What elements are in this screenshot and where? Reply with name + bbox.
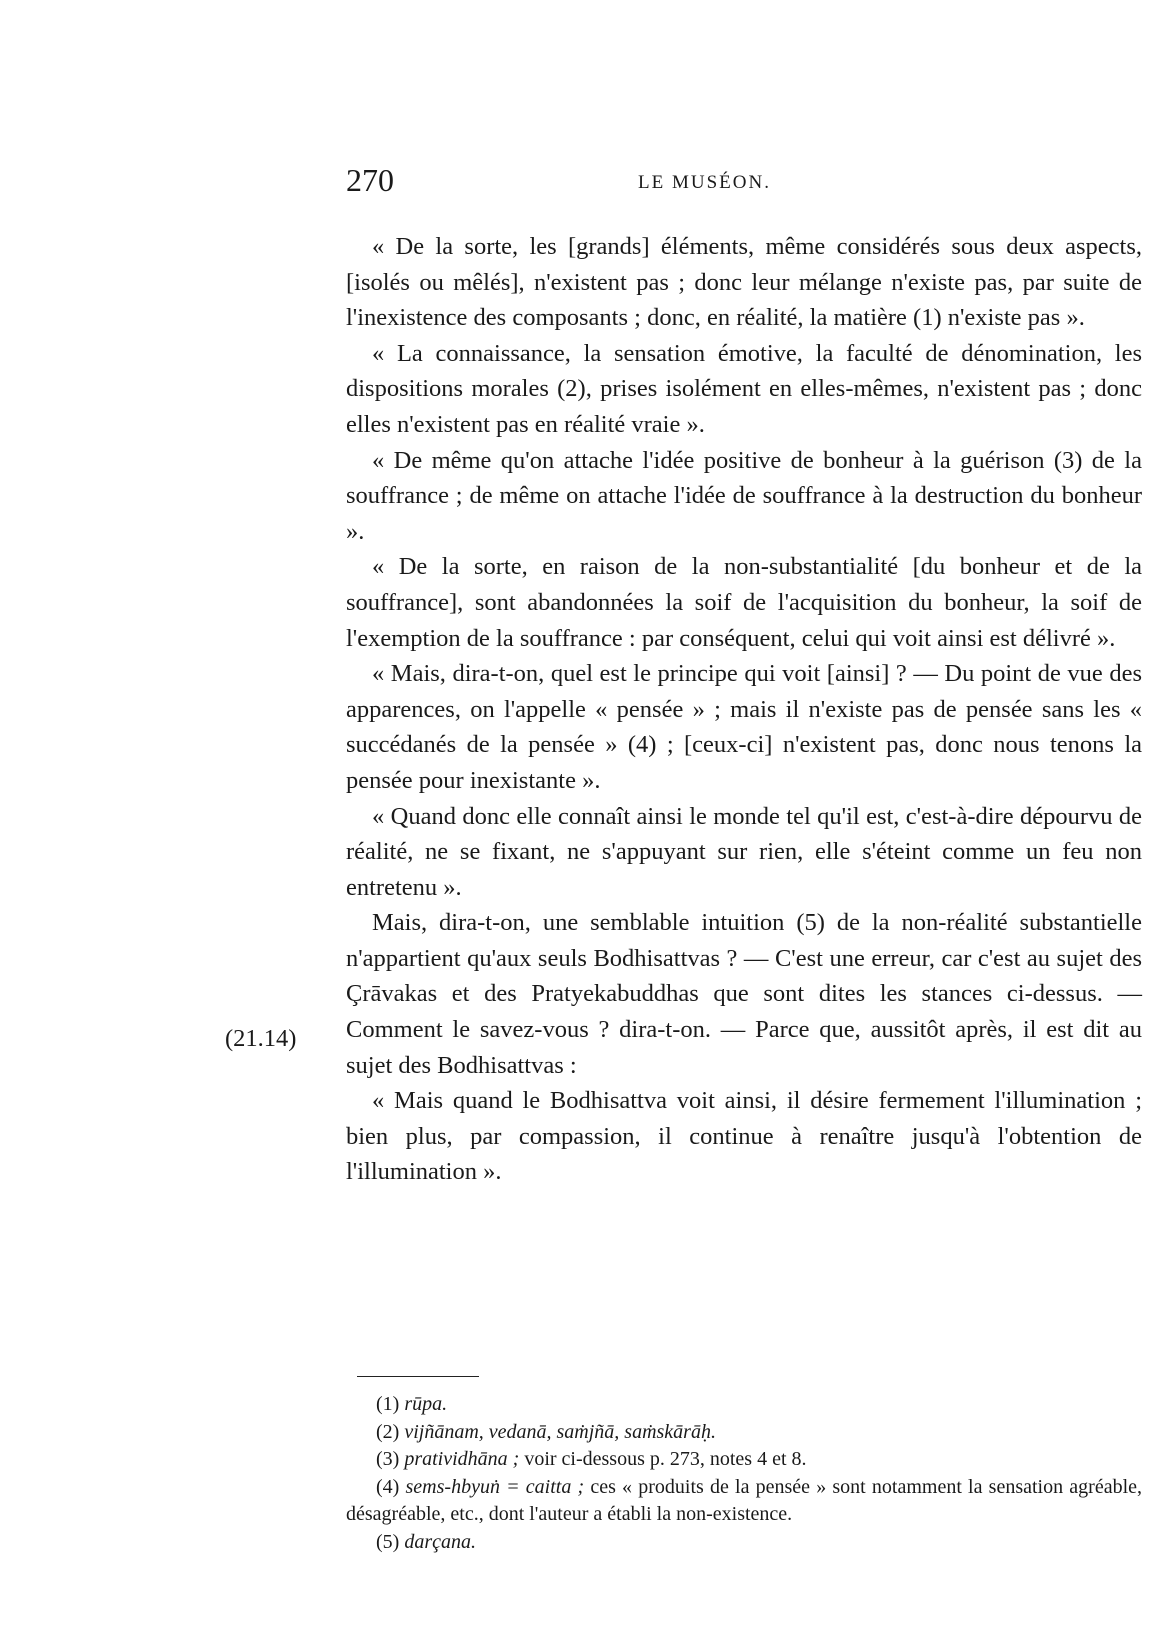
paragraph: « La connaissance, la sensation émotive, la faculté de dénomination, les dispositions morales (2), prises isolément en elles-mêmes, n'existent pas ; donc elles n'existent pas en réalité vraie ». — [346, 339, 1142, 438]
paragraph: « Quand donc elle connaît ainsi le monde tel qu'il est, c'est-à-dire dépourvu de réalité, ne se fixant, ne s'appuyant sur rien, elle s'éteint comme un feu non entretenu ». — [346, 802, 1142, 901]
running-head: LE MUSÉON. — [638, 172, 771, 193]
footnote-term: pratividhāna ; — [404, 1448, 520, 1470]
footnote-number: (1) — [376, 1393, 400, 1415]
footnote — [346, 1446, 1142, 1474]
footnote-term: vijñānam, vedanā, saṁjñā, saṁskārāḥ. — [404, 1420, 716, 1443]
paragraph: Mais, dira-t-on, une semblable intuition (5) de la non-réalité substantielle n'appartient qu'aux seuls Bodhisattvas ? — C'est une erreur, car c'est au sujet des Çrāvakas et des Pratyekabuddhas que sont dites les stances ci-dessus. — Comment le savez-vous ? dira-t-on. — Parce que, aussitôt après, il est dit au sujet des Bodhisattvas : — [346, 909, 1142, 1079]
footnote — [346, 1474, 1142, 1529]
footnote-term: rūpa. — [404, 1393, 448, 1415]
paragraph: « De la sorte, en raison de la non-substantialité [du bonheur et de la souffrance], sont abandonnées la soif de l'acquisition du bonheur, la soif de l'exemption de la souffrance : par conséquent, celui qui voit ainsi est délivré ». — [346, 553, 1142, 652]
footnote-number: (2) — [376, 1420, 400, 1443]
footnote — [346, 1391, 1142, 1419]
paragraph: « Mais, dira-t-on, quel est le principe qui voit [ainsi] ? — Du point de vue des apparences, on l'appelle « pensée » ; mais il n'existe pas de pensée sans les « succédanés de la pensée » (4) ; [ceux-ci] n'existent pas, donc nous tenons la pensée pour inexistante ». — [346, 660, 1142, 794]
footnote-text: ces « produits de la pensée » sont notamment la sensation agréable, désagréable, etc., dont l'auteur a établi la non-existence. — [346, 1475, 1142, 1525]
paragraph: « De la sorte, les [grands] éléments, même considérés sous deux aspects, [isolés ou mêlés], n'existent pas ; donc leur mélange n'existe pas, par suite de l'inexistence des composants ; donc, en réalité, la matière (1) n'existe pas ». — [346, 233, 1142, 332]
footnote-rule — [357, 1376, 479, 1377]
footnotes — [346, 1391, 1142, 1556]
body-text — [346, 229, 1142, 1190]
footnote-number: (4) — [376, 1475, 400, 1498]
footnote — [346, 1529, 1142, 1557]
margin-note: (21.14) — [225, 1025, 297, 1052]
footnote-number: (3) — [376, 1448, 400, 1470]
paragraph: « De même qu'on attache l'idée positive de bonheur à la guérison (3) de la souffrance ; de même on attache l'idée de souffrance à la destruction du bonheur ». — [346, 446, 1142, 545]
footnote-term: darçana. — [404, 1530, 476, 1553]
paragraph: « Mais quand le Bodhisattva voit ainsi, il désire fermement l'illumination ; bien plus, par compassion, il continue à renaître jusqu'à l'obtention de l'illumination ». — [346, 1087, 1142, 1186]
footnote-number: (5) — [376, 1530, 400, 1553]
footnote-text: voir ci-dessous p. 273, notes 4 et 8. — [519, 1448, 807, 1470]
footnote — [346, 1419, 1142, 1447]
page-number: 270 — [346, 162, 394, 198]
footnote-term: sems-hbyuṅ = caitta ; — [405, 1475, 585, 1498]
